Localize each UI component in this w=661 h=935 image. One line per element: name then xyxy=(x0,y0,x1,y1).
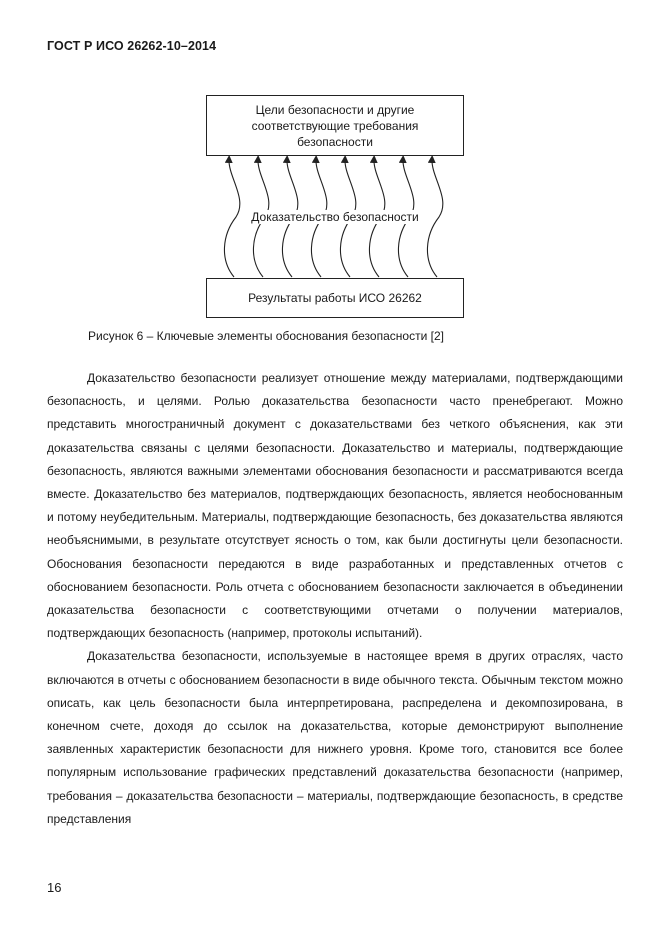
safety-goals-box: Цели безопасности и другие соответствующие требования безопасности xyxy=(206,95,464,156)
page-number: 16 xyxy=(47,880,62,895)
safety-argument-label xyxy=(204,209,466,225)
figure-caption: Рисунок 6 – Ключевые элементы обоснования безопасности [2] xyxy=(88,329,444,343)
paragraph-1: Доказательство безопасности реализует отношение между материалами, подтверждающими безопасность, и целями. Ролью доказательства безопасности часто пренебрегают. Можно представить многостраничный документ с доказательствами без четкого объяснения, как эти доказательства связаны с целями безопасности. Доказательство и материалы, подтверждающие безопасность, являются важными элементами обоснования безопасности и рассматриваются всегда вместе. Доказательство без материалов, подтверждающих безопасность, является необоснованным и потому неубедительным. Материалы, подтверждающие безопасность, без доказательства являются необъяснимыми, в результате отсутствует ясность о том, как были достигнуты цели безопасности. Обоснования безопасности передаются в виде разработанных и представленных отчетов с обоснованием безопасности. Роль отчета с обоснованием безопасности заключается в объединении доказательства безопасности с соответствующими отчетами о получении материалов, подтверждающих безопасность (например, протоколы испытаний). xyxy=(47,371,623,641)
safety-argument-label-text: Доказательство безопасности xyxy=(248,210,421,224)
work-products-box: Результаты работы ИСО 26262 xyxy=(206,278,464,318)
paragraph-2: Доказательства безопасности, используемые в настоящее время в других отраслях, часто включаются в отчеты с обоснованием безопасности в виде обычного текста. Обычным текстом можно описать, как цель безопасности была интерпретирована, распределена и декомпозирована, в конечном счете, доходя до ссылок на доказательства, которые демонстрируют выполнение заявленных характеристик безопасности для нижнего уровня. Кроме того, становится все более популярным использование графических представлений доказательства безопасности (например, требования – доказательства безопасности – материалы, подтверждающие безопасность, в средстве представления xyxy=(47,649,623,826)
safety-case-figure xyxy=(204,95,466,320)
body-text xyxy=(47,367,623,831)
document-header: ГОСТ Р ИСО 26262-10–2014 xyxy=(47,39,217,53)
